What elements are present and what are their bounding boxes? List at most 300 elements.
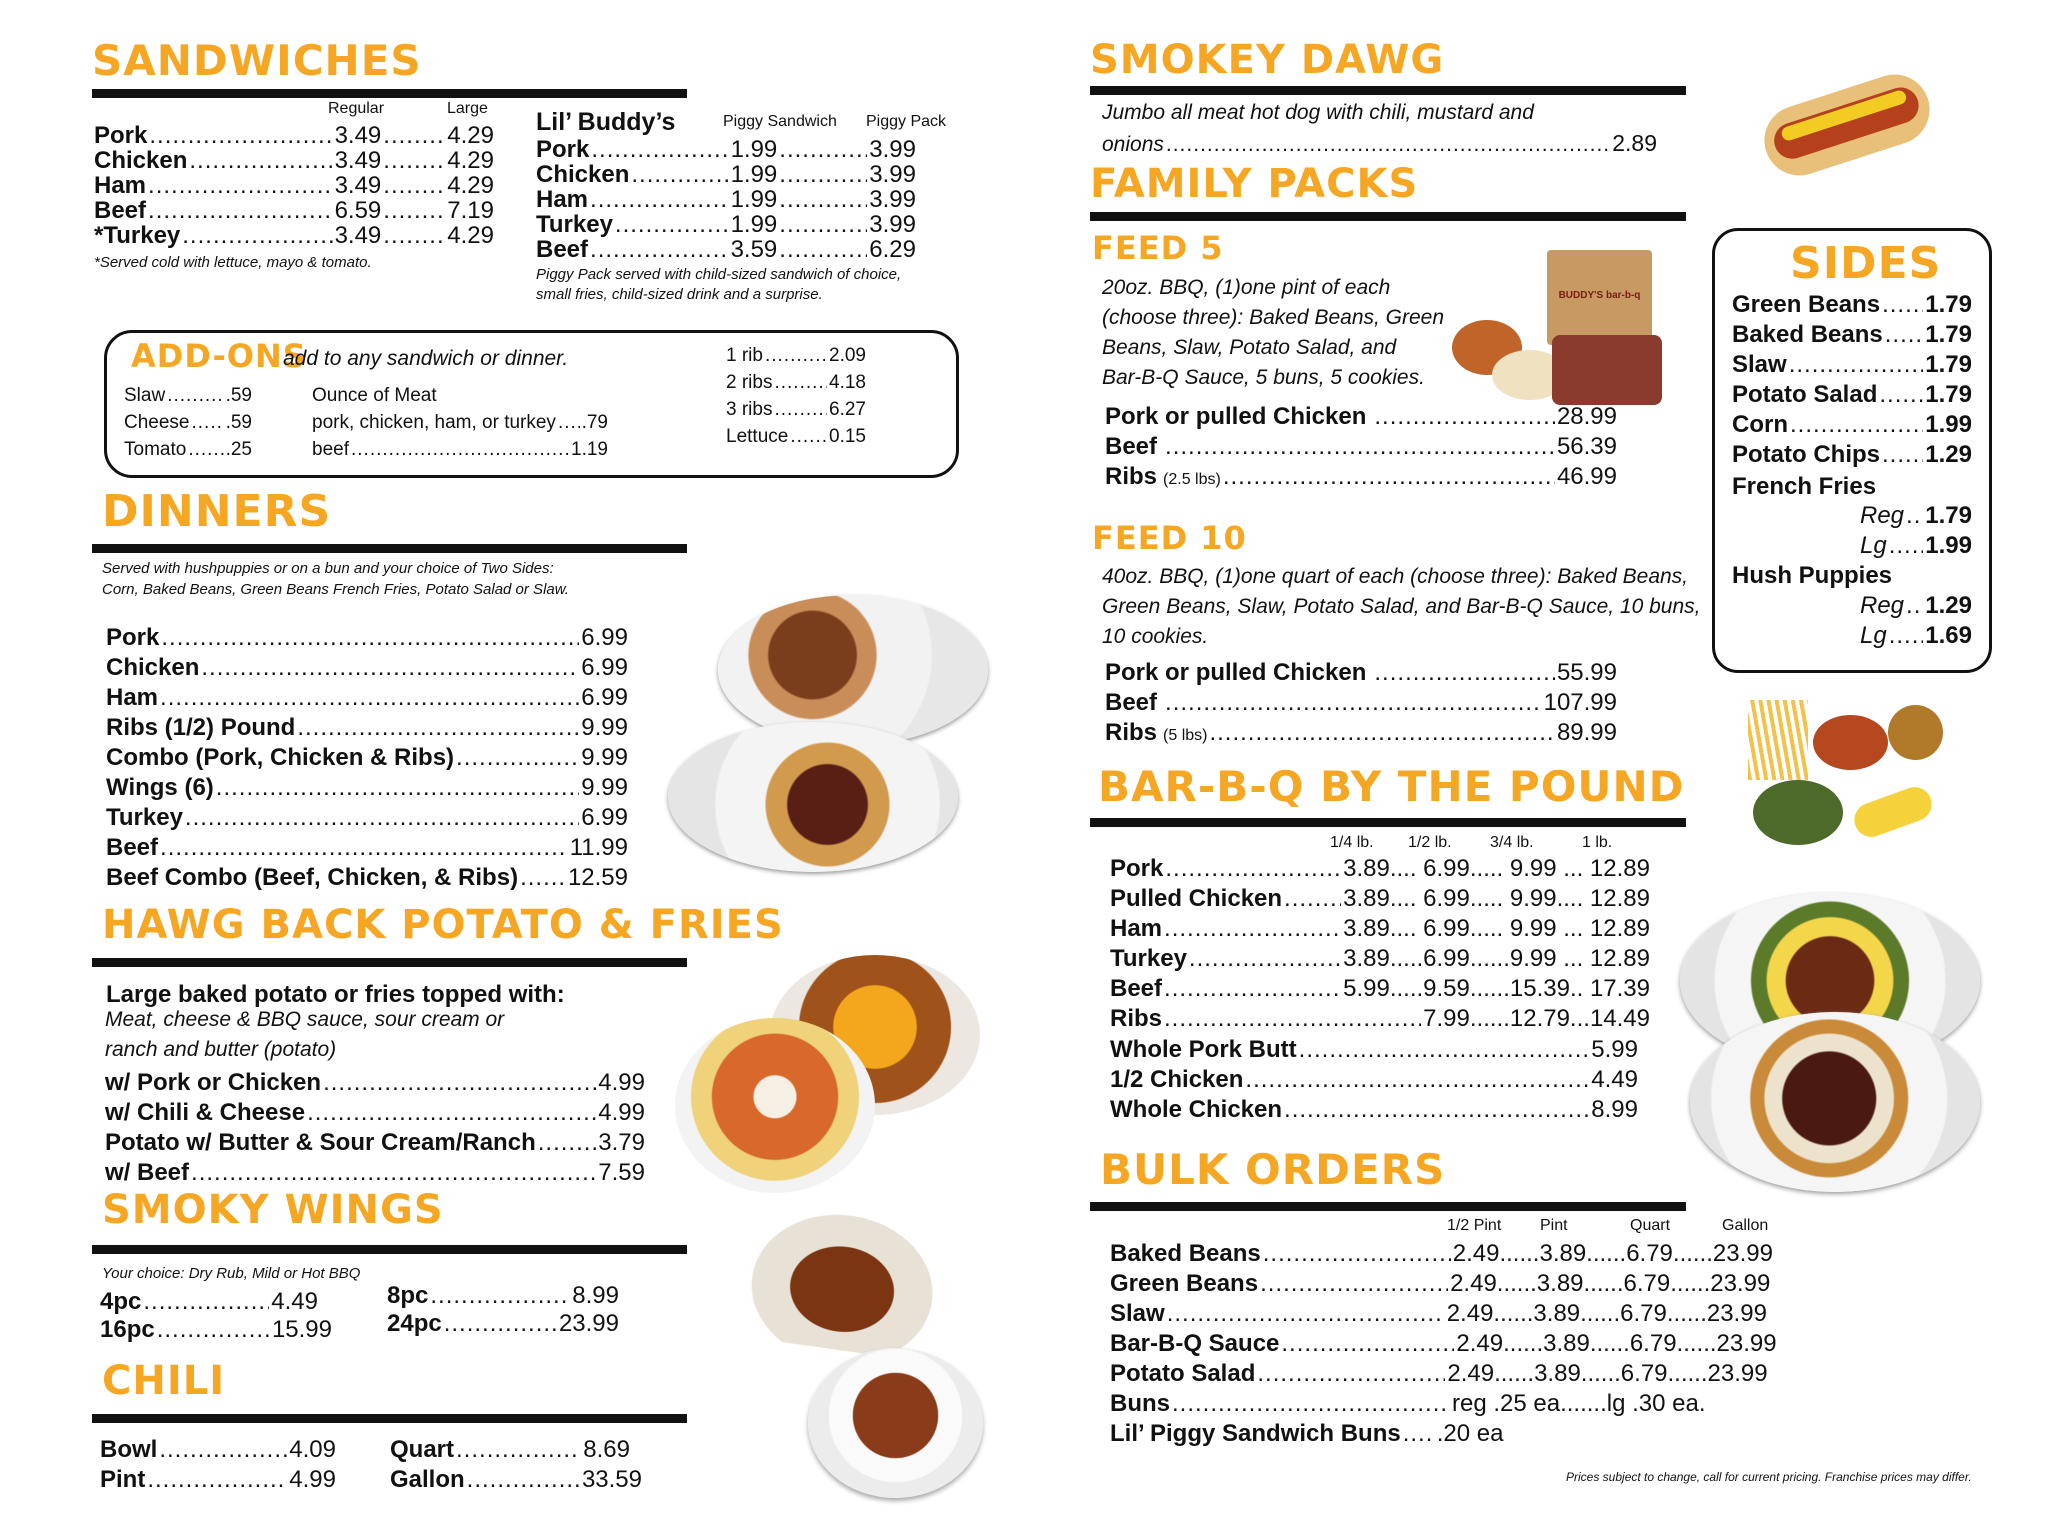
addon-col3-name: 2 ribs [726,372,773,393]
wings-price: 15.99 [271,1316,332,1343]
sides-heading: SIDES [1790,238,1942,289]
bulk-name: Baked Beans [1110,1240,1261,1267]
sandwich-large-price: 4.29 [447,122,494,149]
bulk-row [1110,1420,1503,1448]
pound-prices: 3.89.... 6.99..... 9.99 ... 12.89 [1343,915,1650,942]
dinner-row [106,714,628,742]
feed5-desc-line: 20oz. BBQ, (1)one pint of each [1102,276,1391,299]
addon-col1-name: Tomato [124,439,187,460]
addon-col3-price: 6.27 [829,399,866,420]
chili-name: Bowl [100,1436,158,1463]
lil-buddys-dots [590,236,729,264]
pound-prices: 7.99......12.79...14.49 [1423,1005,1650,1032]
pound-single-row [1110,1036,1638,1064]
sides-fries-reg-price: 1.79 [1925,502,1972,529]
sandwich-row [94,197,494,225]
bulk-name: Slaw [1110,1300,1165,1327]
sandwiches-col-regular: Regular [328,100,385,117]
hawg-price: 3.79 [598,1129,645,1156]
sides-fries-reg-dots [1906,502,1923,530]
lil-buddys-name: Beef [536,236,589,263]
feed10-rows-name: Pork or pulled Chicken [1105,659,1367,686]
lil-buddys-row [536,161,916,189]
pound-single-price: 5.99 [1591,1036,1638,1063]
bulk-row [1110,1300,1767,1328]
hawg-row [105,1159,645,1187]
bulk-col-header: 1/2 Pint [1447,1217,1502,1234]
sides-hush-lg [1860,622,1972,650]
hawg-row [105,1129,645,1157]
pound-row [1110,855,1650,883]
sandwiches-note: *Served cold with lettuce, mayo & tomato. [94,254,372,271]
chili-heading: CHILI [102,1358,226,1404]
dinner-name: Ham [106,684,159,711]
side-dots [1790,411,1923,439]
wings-heading: SMOKY WINGS [102,1187,444,1233]
sandwich-regular-price: 6.59 [334,197,382,224]
family-heading: FAMILY PACKS [1090,161,1419,207]
wings-rule [92,1245,687,1254]
sandwiches-rule [92,89,687,98]
pound-name: Ham [1110,915,1163,942]
bulk-name: Lil’ Piggy Sandwich Buns [1110,1420,1401,1447]
sandwich-large-price: 4.29 [447,222,494,249]
addon-col3-row [726,372,866,394]
lil-buddys-sandwich-price: 1.99 [730,211,778,238]
ribs-plate-photo [668,722,958,872]
feed10-desc-line: Green Beans, Slaw, Potato Salad, and Bar-B-Q Sauce, 10 buns, [1102,595,1701,618]
addon-col3-dots [774,372,827,394]
wings-price: 8.99 [572,1282,619,1309]
hawg-row [105,1069,645,1097]
dinner-dots [201,654,579,682]
lil-buddys-name: Ham [536,186,589,213]
chili-price: 4.09 [289,1436,336,1463]
bulk-col-header: Pint [1540,1217,1568,1234]
addon-col3-row [726,399,866,421]
feed10-rows-price: 107.99 [1543,689,1617,716]
pound-prices: 3.89.... 6.99..... 9.99 ... 12.89 [1343,855,1650,882]
sandwich-dots [189,147,332,175]
sides-fries-lg-label: Lg [1860,532,1887,559]
bulk-prices: reg .25 ea.......lg .30 ea. [1452,1390,1706,1417]
lil-buddys-note-2: small fries, child-sized drink and a surprise. [536,286,823,303]
pound-single-price: 4.49 [1591,1066,1638,1093]
feed10-rows-name: Beef [1105,689,1158,716]
dinner-row [106,654,628,682]
sandwich-row [94,147,494,175]
addon-col1-dots [188,439,223,461]
addon-col2-name: beef [312,439,349,460]
hawg-name: w/ Pork or Chicken [105,1069,322,1096]
sandwich-name: Ham [94,172,147,199]
chili-row [100,1466,336,1494]
wings-photo [743,1203,942,1362]
hawg-rule [92,958,687,967]
smokey-dawg-rule [1090,86,1686,95]
dinner-dots [456,744,579,772]
side-dots [1885,321,1924,349]
sides-hush-reg-label: Reg [1860,592,1905,619]
pound-single-name: Whole Chicken [1110,1096,1283,1123]
wings-dots [444,1310,557,1338]
dinner-price: 6.99 [581,624,628,651]
bulk-row [1110,1270,1770,1298]
lil-buddys-sandwich-price: 3.59 [730,236,778,263]
dinner-price: 11.99 [569,834,628,861]
feed5-desc-line: (choose three): Baked Beans, Green [1102,306,1445,329]
ribs-platter-photo [1690,1012,1980,1192]
feed5-rows-name: Beef [1105,433,1158,460]
pound-single-dots [1284,1096,1589,1124]
sandwich-name: Chicken [94,147,188,174]
feed5-rows-dots [1374,403,1555,431]
lil-buddys-pack-price: 6.29 [869,236,916,263]
lil-buddys-dots-2 [779,211,867,239]
bulk-prices: 2.49......3.89......6.79......23.99 [1450,1270,1771,1297]
addon-col3-price: 0.15 [829,426,866,447]
sides-hush-lg-dots [1889,622,1924,650]
hawg-name: w/ Beef [105,1159,190,1186]
addon-col2-row [312,412,608,434]
feed5-rows-name: Pork or pulled Chicken [1105,403,1367,430]
dinner-dots [520,864,566,892]
sandwich-dots [148,172,333,200]
wings-row [387,1282,619,1310]
feed10-rows-dots [1209,719,1554,747]
pound-dots [1284,885,1341,913]
pound-name: Turkey [1110,945,1187,972]
lil-buddys-col-sandwich: Piggy Sandwich [723,113,837,130]
sandwich-dots-2 [383,147,445,175]
smokey-dawg-desc-1: Jumbo all meat hot dog with chili, mustard and [1102,101,1534,124]
lil-buddys-row [536,211,916,239]
lil-buddys-name: Pork [536,136,590,163]
addon-col2-row [312,439,608,461]
side-name: Slaw [1732,351,1787,378]
sandwich-dots-2 [383,122,445,150]
feed10-rows-dots [1165,689,1542,717]
dinner-price: 6.99 [581,684,628,711]
dinner-price: 9.99 [581,714,628,741]
side-price: 1.29 [1925,441,1972,468]
dinner-dots [160,834,568,862]
side-row [1732,291,1972,319]
wings-dots [157,1316,270,1344]
bulk-name: Buns [1110,1390,1170,1417]
dinner-name: Turkey [106,804,183,831]
sides-fries-lg-dots [1889,532,1924,560]
lil-buddys-dots [615,211,729,239]
feed5-desc-line: Beans, Slaw, Potato Salad, and [1102,336,1397,359]
dinner-plate-photo [718,595,988,745]
lil-buddys-title: Lil’ Buddy’s [536,108,676,136]
dinner-dots [297,714,579,742]
side-name: Corn [1732,411,1788,438]
pound-row [1110,885,1650,913]
sandwich-name: Beef [94,197,147,224]
feed10-rows-row [1105,689,1617,717]
pound-row [1110,945,1650,973]
feed5-desc-line: Bar-B-Q Sauce, 5 buns, 5 cookies. [1102,366,1425,389]
sides-fries-lg-price: 1.99 [1925,532,1972,559]
sandwiches-heading: SANDWICHES [92,36,422,85]
pound-single-name: Whole Pork Butt [1110,1036,1297,1063]
addon-col3-name: 3 ribs [726,399,773,420]
sandwich-row [94,172,494,200]
addon-col1-row [124,385,252,407]
pound-name: Ribs [1110,1005,1163,1032]
sandwich-large-price: 4.29 [447,172,494,199]
dinner-dots [161,624,579,652]
sandwich-dots-2 [383,222,445,250]
lil-buddys-name: Chicken [536,161,630,188]
loaded-fries-photo [675,1018,875,1193]
family-pack-photo [1452,250,1682,410]
feed5-rows-price: 56.39 [1556,433,1617,460]
sandwich-regular-price: 3.49 [334,222,382,249]
pound-single-price: 8.99 [1591,1096,1638,1123]
pound-single-row [1110,1096,1638,1124]
hawg-price: 7.59 [598,1159,645,1186]
bulk-name: Green Beans [1110,1270,1259,1297]
addon-col2-name: pork, chicken, ham, or turkey [312,412,556,433]
chili-dots [456,1436,581,1464]
side-row [1732,321,1972,349]
feed5-rows-row [1105,403,1617,431]
sides-photo [1738,680,1958,855]
pound-dots [1164,1005,1421,1033]
addon-col1-name: Slaw [124,385,166,406]
addon-col2-dots [558,412,580,434]
sandwich-large-price: 7.19 [447,197,494,224]
addon-col1-dots [167,385,223,407]
dinner-row [106,744,628,772]
side-dots [1882,441,1923,469]
wings-dots [143,1288,269,1316]
lil-buddys-dots [590,186,729,214]
sandwich-regular-price: 3.49 [334,147,382,174]
feed10-rows-name: Ribs [1105,719,1158,746]
bulk-prices: .20 ea [1436,1420,1504,1447]
lil-buddys-dots-2 [779,186,867,214]
pound-prices: 3.89.....6.99......9.99 ... 12.89 [1343,945,1650,972]
bulk-dots [1281,1330,1454,1358]
dinners-note-2: Corn, Baked Beans, Green Beans French Fries, Potato Salad or Slaw. [102,581,569,598]
dinner-row [106,834,628,862]
sandwich-dots [182,222,332,250]
dinner-row [106,864,628,892]
addon-col3-dots [790,426,827,448]
pound-heading: BAR-B-Q BY THE POUND [1098,762,1685,811]
dinner-price: 9.99 [581,744,628,771]
addons-heading: ADD-ONS [125,340,313,372]
addon-col3-price: 2.09 [829,345,866,366]
feed5-rows-name: Ribs [1105,463,1158,490]
hawg-heading: HAWG BACK POTATO & FRIES [102,902,784,948]
dinner-price: 6.99 [581,654,628,681]
side-row [1732,381,1972,409]
side-dots [1882,291,1923,319]
addon-col3-price: 4.18 [829,372,866,393]
addon-col1-row [124,439,252,461]
bulk-dots [1257,1360,1445,1388]
lil-buddys-name: Turkey [536,211,613,238]
addons-col2-title: Ounce of Meat [312,385,437,406]
pound-dots [1164,975,1341,1003]
lil-buddys-dots-2 [779,161,867,189]
pound-name: Pork [1110,855,1164,882]
lil-buddys-dots [631,161,728,189]
dinner-row [106,804,628,832]
dinners-heading: DINNERS [102,486,332,537]
bulk-col-header: Quart [1630,1217,1671,1234]
lil-buddys-row [536,236,916,264]
wings-name: 4pc [100,1288,142,1315]
chili-row [390,1436,630,1464]
lil-buddys-row [536,186,916,214]
hot-dog-photo [1733,24,1960,225]
feed10-heading: FEED 10 [1092,519,1247,557]
hawg-dots [191,1159,596,1187]
sides-fries-reg-label: Reg [1860,502,1905,529]
bulk-dots [1167,1300,1445,1328]
lil-buddys-row [536,136,916,164]
pound-dots [1164,915,1341,943]
hawg-desc-1: Meat, cheese & BBQ sauce, sour cream or [105,1008,505,1031]
dinner-name: Pork [106,624,160,651]
lil-buddys-pack-price: 3.99 [869,211,916,238]
hawg-name: w/ Chili & Cheese [105,1099,306,1126]
hawg-desc-2: ranch and butter (potato) [105,1038,337,1061]
bulk-dots [1260,1270,1448,1298]
smokey-dawg-desc-2: onions [1102,133,1164,156]
lil-buddys-dots [591,136,728,164]
dinner-name: Beef Combo (Beef, Chicken, & Ribs) [106,864,519,891]
sandwich-name: *Turkey [94,222,181,249]
dinner-price: 6.99 [581,804,628,831]
hawg-dots [307,1099,596,1127]
feed10-rows-sub: (5 lbs) [1163,727,1208,744]
lil-buddys-col-pack: Piggy Pack [866,113,947,130]
addon-col3-row [726,345,866,367]
addon-col3-name: Lettuce [726,426,789,447]
addon-col1-price: .59 [225,412,252,433]
pound-col-header: 1 lb. [1582,834,1613,851]
feed10-desc-line: 10 cookies. [1102,625,1209,648]
side-price: 1.79 [1925,321,1972,348]
feed10-rows-dots [1374,659,1555,687]
addon-col1-name: Cheese [124,412,190,433]
side-price: 1.79 [1925,351,1972,378]
side-name: Potato Chips [1732,441,1880,468]
dinner-price: 9.99 [581,774,628,801]
chili-row [100,1436,336,1464]
pound-single-dots [1245,1066,1589,1094]
addon-col1-row [124,412,252,434]
wings-name: 8pc [387,1282,429,1309]
footer-disclaimer: Prices subject to change, call for current pricing. Franchise prices may differ. [1566,1470,1972,1484]
side-row [1732,411,1972,439]
chili-dots [159,1436,287,1464]
wings-dots [430,1282,570,1310]
pound-dots [1189,945,1341,973]
lil-buddys-sandwich-price: 1.99 [730,161,778,188]
smokey-dawg-dots [1166,133,1610,157]
side-row [1732,441,1972,469]
side-price: 1.79 [1925,291,1972,318]
side-name: Baked Beans [1732,321,1883,348]
wings-price: 4.49 [271,1288,318,1315]
side-dots [1789,351,1924,379]
chili-price: 33.59 [581,1466,642,1493]
feed5-heading: FEED 5 [1092,229,1224,267]
pound-single-dots [1299,1036,1590,1064]
side-name: Potato Salad [1732,381,1878,408]
bulk-dots [1172,1390,1450,1418]
addon-col1-price: .59 [225,385,252,406]
feed10-rows-row [1105,659,1617,687]
bulk-row [1110,1360,1768,1388]
sandwich-row [94,122,494,150]
addon-col2-dots [351,439,569,461]
bulk-row [1110,1390,1706,1418]
addon-col1-price: .25 [225,439,252,460]
smokey-dawg-price: 2.89 [1612,130,1657,156]
lil-buddys-pack-price: 3.99 [869,136,916,163]
feed5-rows-sub: (2.5 lbs) [1163,471,1221,488]
dinner-name: Chicken [106,654,200,681]
lil-buddys-dots-2 [779,136,867,164]
hawg-price: 4.99 [598,1099,645,1126]
hawg-row [105,1099,645,1127]
chili-name: Gallon [390,1466,465,1493]
addon-col3-dots [765,345,827,367]
wings-price: 23.99 [558,1310,619,1337]
sandwich-dots-2 [383,197,445,225]
wings-name: 24pc [387,1310,442,1337]
side-name: Green Beans [1732,291,1881,318]
side-dots [1879,381,1923,409]
feed10-rows-price: 55.99 [1556,659,1617,686]
pound-col-header: 1/2 lb. [1408,834,1452,851]
chili-dots [147,1466,287,1494]
chili-price: 4.99 [289,1466,336,1493]
bulk-row [1110,1240,1773,1268]
bulk-prices: 2.49......3.89......6.79......23.99 [1456,1330,1777,1357]
feed5-rows-row [1105,433,1617,461]
sides-fries-reg [1860,502,1972,530]
side-row [1732,351,1972,379]
sides-hush-lg-price: 1.69 [1925,622,1972,649]
addon-col3-row [726,426,866,448]
feed10-desc-line: 40oz. BBQ, (1)one quart of each (choose three): Baked Beans, [1102,565,1689,588]
pound-single-name: 1/2 Chicken [1110,1066,1244,1093]
dinner-row [106,624,628,652]
pound-name: Beef [1110,975,1163,1002]
pound-rule [1090,818,1686,827]
dinners-rule [92,544,687,553]
bulk-dots [1263,1240,1451,1268]
wings-note: Your choice: Dry Rub, Mild or Hot BBQ [102,1265,361,1282]
dinner-price: 12.59 [567,864,628,891]
addon-col2-price: 1.19 [571,439,608,460]
sides-fries-label: French Fries [1732,473,1877,500]
pound-row [1110,975,1650,1003]
addon-col3-dots [774,399,827,421]
side-price: 1.79 [1925,381,1972,408]
wings-name: 16pc [100,1316,155,1343]
